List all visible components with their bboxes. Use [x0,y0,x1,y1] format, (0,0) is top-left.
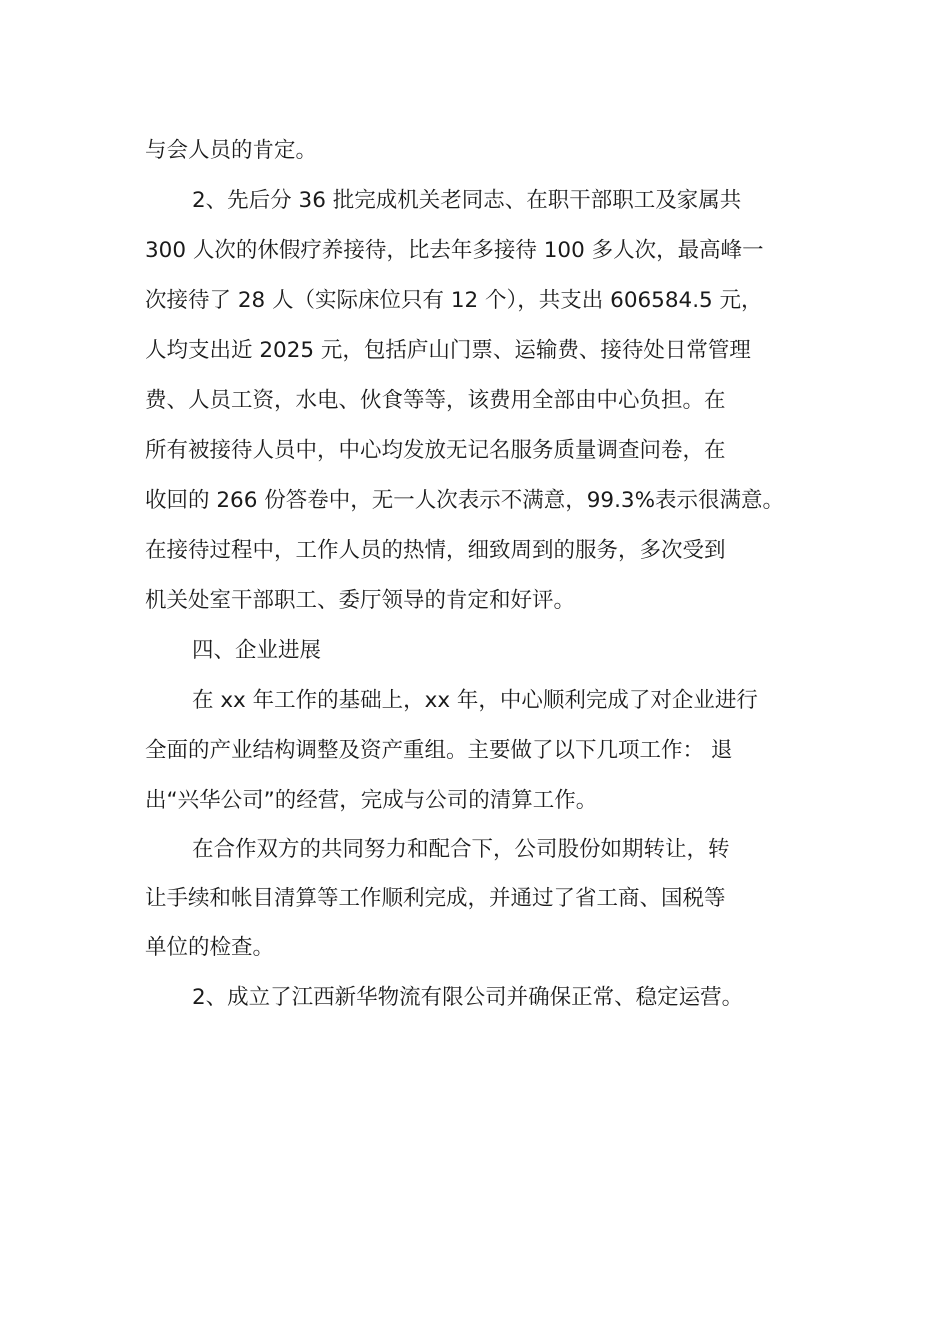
paragraph-line: 2、成立了江西新华物流有限公司并确保正常、稳定运营。 [192,985,744,1010]
paragraph-line: 全面的产业结构调整及资产重组。主要做了以下几项工作： 退 [145,738,733,763]
paragraph-line: 所有被接待人员中，中心均发放无记名服务质量调查问卷，在 [145,438,726,463]
paragraph-line: 出“兴华公司”的经营，完成与公司的清算工作。 [145,788,598,813]
paragraph-line: 收回的 266 份答卷中，无一人次表示不满意，99.3%表示很满意。 [145,488,785,513]
paragraph-line: 单位的检查。 [145,935,275,960]
paragraph-line: 2、先后分 36 批完成机关老同志、在职干部职工及家属共 [192,188,742,213]
paragraph-line: 在 xx 年工作的基础上，xx 年，中心顺利完成了对企业进行 [192,688,758,713]
paragraph-line: 费、人员工资，水电、伙食等等，该费用全部由中心负担。在 [145,388,726,413]
paragraph-line: 人均支出近 2025 元，包括庐山门票、运输费、接待处日常管理 [145,338,751,363]
paragraph-line: 让手续和帐目清算等工作顺利完成，并通过了省工商、国税等 [145,886,726,911]
paragraph-line: 300 人次的休假疗养接待，比去年多接待 100 多人次，最高峰一 [145,238,764,263]
paragraph-line: 机关处室干部职工、委厅领导的肯定和好评。 [145,588,576,613]
paragraph-line: 与会人员的肯定。 [145,138,318,163]
paragraph-line: 次接待了 28 人（实际床位只有 12 个），共支出 606584.5 元， [145,288,763,313]
paragraph-line: 在合作双方的共同努力和配合下，公司股份如期转让，转 [192,837,730,862]
paragraph-line: 在接待过程中，工作人员的热情，细致周到的服务，多次受到 [145,538,726,563]
section-heading: 四、企业进展 [192,638,322,663]
